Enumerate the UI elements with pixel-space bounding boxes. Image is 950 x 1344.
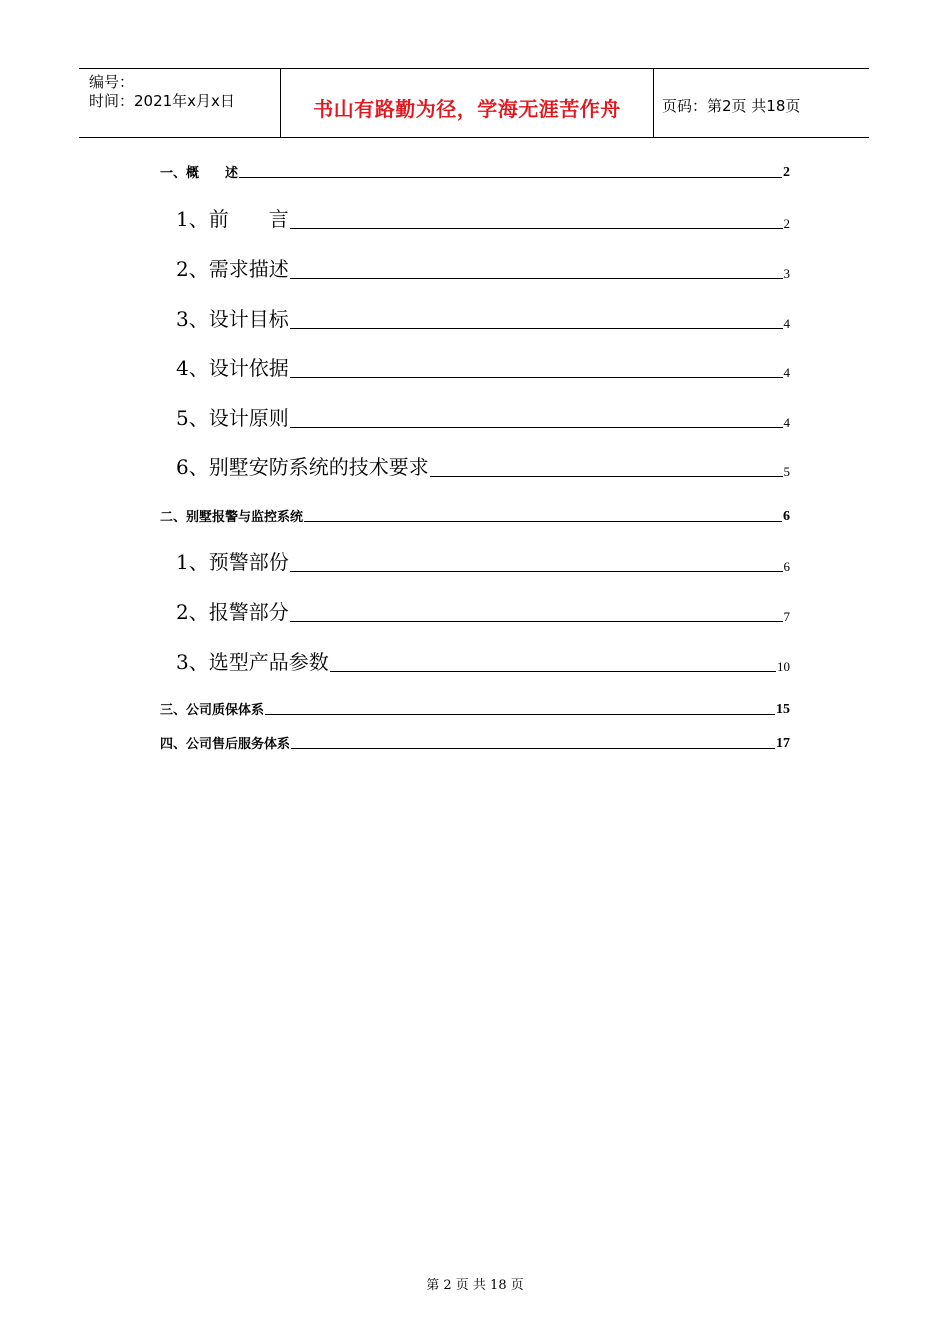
toc-entry-label: 4、设计依据 [176, 356, 289, 380]
toc-entry-label: 2、报警部分 [176, 600, 289, 624]
toc-entry-label: 一、概 述 [160, 166, 239, 181]
toc-entry-quality-assurance[interactable] [160, 696, 790, 718]
toc-leader-line [430, 476, 783, 477]
toc-entry-page: 4 [783, 365, 790, 380]
toc-entry-page: 4 [783, 415, 790, 430]
toc-entry-preface[interactable] [176, 202, 790, 232]
toc-entry-label: 二、别墅报警与监控系统 [160, 510, 304, 525]
toc-entry-label: 2、需求描述 [176, 257, 289, 281]
toc-entry-page: 4 [783, 316, 790, 331]
toc-leader-line [290, 377, 783, 378]
toc-leader-line [290, 571, 783, 572]
toc-entry-label: 三、公司质保体系 [160, 703, 265, 718]
document-number-label: 编号： [89, 73, 135, 91]
toc-entry-page: 7 [783, 609, 790, 624]
toc-entry-alarm-section[interactable] [176, 595, 790, 625]
toc-entry-requirements[interactable] [176, 252, 790, 282]
toc-entry-label: 3、选型产品参数 [176, 650, 329, 674]
toc-entry-page: 15 [776, 702, 790, 717]
document-date-label: 时间：2021年x月x日 [89, 92, 235, 110]
toc-leader-line [290, 228, 783, 229]
header-page-info: 页码：第2页 共18页 [662, 97, 801, 115]
toc-entry-after-sales-service[interactable] [160, 730, 790, 752]
toc-entry-page: 2 [783, 216, 790, 231]
toc-entry-product-parameters[interactable] [176, 645, 790, 675]
toc-entry-page: 6 [783, 509, 790, 524]
toc-entry-label: 3、设计目标 [176, 307, 289, 331]
toc-leader-line [291, 748, 775, 749]
toc-entry-page: 6 [783, 559, 790, 574]
toc-entry-design-basis[interactable] [176, 351, 790, 381]
toc-entry-technical-requirements[interactable] [176, 450, 790, 480]
toc-leader-line [239, 177, 782, 178]
toc-entry-label: 6、别墅安防系统的技术要求 [176, 455, 429, 479]
toc-leader-line [290, 427, 783, 428]
toc-entry-design-goals[interactable] [176, 302, 790, 332]
toc-entry-label: 1、预警部份 [176, 550, 289, 574]
toc-entry-label: 5、设计原则 [176, 406, 289, 430]
toc-entry-page: 3 [783, 266, 790, 281]
toc-entry-page: 2 [783, 165, 790, 180]
toc-entry-page: 5 [783, 464, 790, 479]
toc-leader-line [290, 278, 783, 279]
toc-entry-alarm-monitoring[interactable] [160, 503, 790, 525]
toc-entry-page: 10 [777, 659, 790, 674]
toc-entry-design-principles[interactable] [176, 401, 790, 431]
toc-leader-line [330, 671, 776, 672]
toc-entry-page: 17 [776, 736, 790, 751]
header-motto: 书山有路勤为径，学海无涯苦作舟 [313, 97, 621, 121]
toc-leader-line [265, 714, 775, 715]
toc-leader-line [290, 621, 783, 622]
toc-leader-line [290, 328, 783, 329]
toc-leader-line [304, 521, 782, 522]
toc-entry-label: 四、公司售后服务体系 [160, 737, 291, 752]
page-footer: 第 2 页 共 18 页 [426, 1278, 524, 1293]
toc-entry-overview[interactable] [160, 159, 790, 181]
toc-entry-early-warning[interactable] [176, 545, 790, 575]
toc-entry-label: 1、前 言 [176, 207, 289, 231]
